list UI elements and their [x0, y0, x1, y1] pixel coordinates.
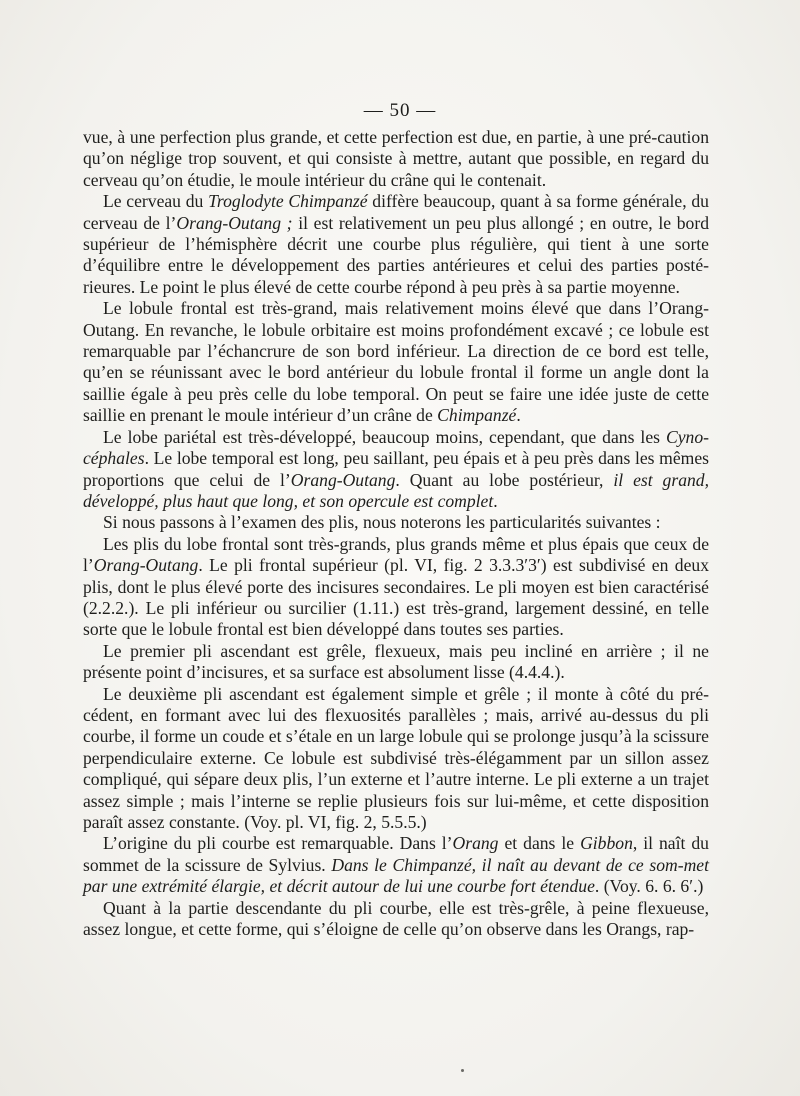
text-run: L’origine du pli courbe est remarquable. Dans l’ [103, 833, 453, 854]
paragraph [83, 684, 709, 834]
text-run: Le premier pli ascendant est grêle, flexueux, mais peu incliné en arrière ; il ne présente point d’incisures, et sa surface est absolument lisse (4.4.4.). [83, 640, 709, 683]
italic-text: Orang-Outang [290, 469, 396, 490]
text-run: . [516, 405, 521, 426]
paragraph [83, 898, 709, 941]
paragraph [83, 512, 709, 533]
paper-speck [461, 1069, 464, 1072]
text-run: Le deuxième pli ascendant est également simple et grêle ; il monte à côté du pré-cédent, en formant avec lui des flexuosités parallèles ; mais, arrivé au-dessus du pli courbe, il forme un coude et s’étale en un large lobule qui se prolonge jusqu’à la scissure perpendiculaire externe. Ce lobule est subdivisé très-élégamment par un sillon assez compliqué, qui sépare deux plis, l’un externe et l’autre interne. Le pli externe a un trajet assez simple ; mais l’interne se replie plusieurs fois sur lui-même, et cette disposition paraît assez constante. (Voy. pl. VI, fig. 2, 5.5.5.) [83, 683, 709, 832]
italic-text: il est grand, développé, plus haut que long, et son opercule est complet [83, 469, 709, 511]
text-run: Le lobe pariétal est très-développé, beaucoup moins, cependant, que dans les [103, 426, 666, 447]
text-run: diffère beaucoup, quant à sa forme générale, du cerveau de l’ [83, 191, 709, 233]
paragraph [83, 298, 709, 426]
text-run: . Le pli frontal supérieur (pl. VI, fig. 2 3.3.3′3′) est subdivisé en deux plis, dont le plus élevé porte des incisures secondaires. Le pli moyen est bien caractérisé (2.2.2.). Le pli inférieur ou surcilier (1.11.) est très-grand, largement dessiné, en telle sorte que le lobule frontal est bien développé dans toutes ses parties. [83, 555, 709, 640]
italic-text: Troglodyte Chimpanzé [208, 191, 368, 212]
paragraph [83, 191, 709, 298]
paragraph [83, 127, 709, 191]
text-run: Quant à la partie descendante du pli courbe, elle est très-grêle, à peine flexueuse, assez longue, et cette forme, qui s’éloigne de celle qu’on observe dans les Orangs, rap- [83, 897, 709, 940]
italic-text: Orang-Outang [93, 555, 199, 576]
text-run: . [493, 490, 498, 511]
body-text [83, 127, 709, 940]
italic-text: Chimpanzé [437, 405, 517, 426]
text-run: Le lobule frontal est très-grand, mais relativement moins élevé que dans l’Orang-Outang. En revanche, le lobule orbitaire est moins profondément excavé ; ce lobule est remarquable par l’échancrure de son bord inférieur. La direction de ce bord est telle, qu’en se réunissant avec le bord antérieur du lobule frontal il forme un angle dont la saillie égale à peu près celle du lobe temporal. On peut se faire une idée juste de cette saillie en prenant le moule intérieur d’un crâne de [83, 298, 709, 426]
paragraph [83, 427, 709, 513]
text-run: . Le lobe temporal est long, peu saillant, peu épais et à peu près dans les mêmes proportions que celui de l’ [83, 448, 709, 490]
text-run: vue, à une perfection plus grande, et cette perfection est due, en partie, à une pré-caution qu’on néglige trop souvent, et qui consiste à mettre, autant que possible, en regard du cerveau qu’on étudie, le moule intérieur du crâne qui le contenait. [83, 127, 709, 190]
text-run: Les plis du lobe frontal sont très-grands, plus grands même et plus épais que ceux de l’ [83, 533, 709, 576]
text-run: . (Voy. 6. 6. 6′.) [594, 876, 704, 897]
text-run: Si nous passons à l’examen des plis, nous noterons les particularités suivantes : [103, 512, 661, 533]
italic-text: Orang-Outang ; [176, 212, 293, 233]
italic-text: Gibbon [580, 833, 633, 854]
text-run: . Quant au lobe postérieur, [395, 469, 614, 490]
italic-text: Dans le Chimpanzé, il naît au devant de ce som-met par une extrémité élargie, et décrit autour de lui une courbe fort étendue [83, 854, 709, 897]
text-run: Le cerveau du [103, 191, 209, 212]
text-run: il est relativement un peu plus allongé ; en outre, le bord supérieur de l’hémisphère décrit une courbe plus régulière, qui tient à une sorte d’équilibre entre le développement des parties antérieures et celui des parties posté-rieures. Le point le plus élevé de cette courbe répond à peu près à sa partie moyenne. [83, 212, 709, 297]
paragraph [83, 833, 709, 897]
text-run: et dans le [498, 833, 581, 854]
page-number: — 50 — [363, 100, 437, 121]
paragraph [83, 641, 709, 684]
paragraph [83, 534, 709, 641]
italic-text: Cyno-céphales [83, 426, 709, 469]
text-run: , il naît du sommet de la scissure de Sylvius. [83, 833, 709, 875]
italic-text: Orang [452, 833, 499, 854]
